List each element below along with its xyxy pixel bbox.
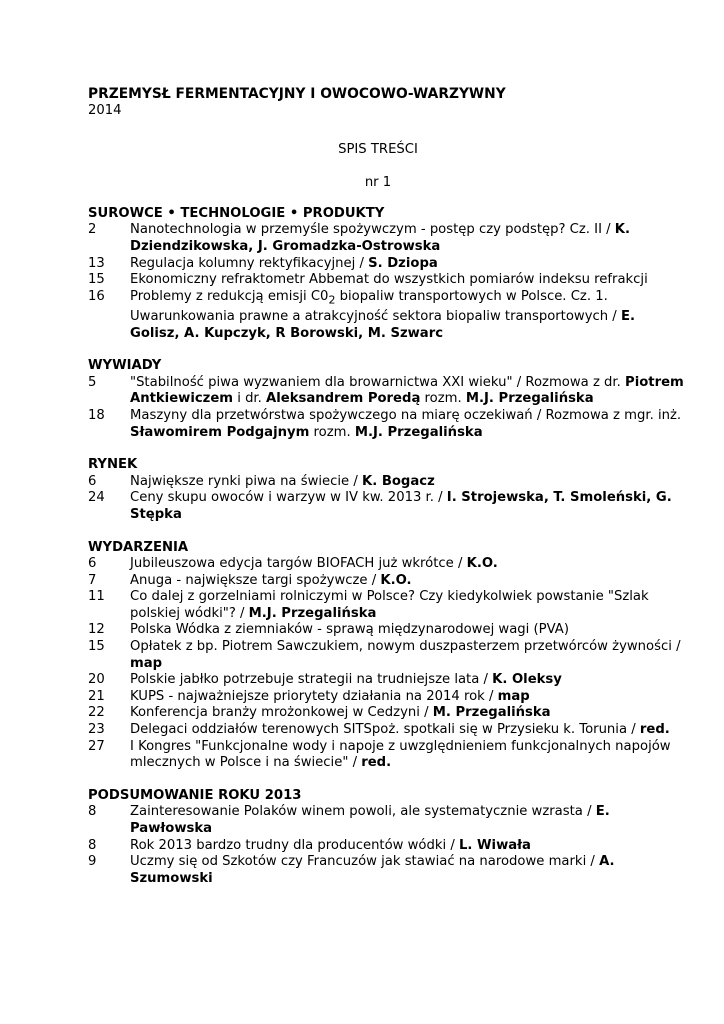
entry-authors: K. Bogacz	[362, 473, 435, 489]
page-number: 2	[88, 222, 97, 238]
entry-connector: i dr.	[233, 391, 267, 407]
entry-title: Zainteresowanie Polaków winem powoli, ale systematycznie wzrasta /	[130, 804, 596, 820]
page-number: 24	[88, 490, 105, 506]
entry-title: Największe rynki piwa na świecie /	[130, 473, 362, 489]
entry-title-cont: biopaliw transportowych w Polsce. Cz. 1. Uwarunkowania prawne a atrakcyjność sektora biopaliw transportowych /	[130, 288, 621, 324]
entry-title: Co dalej z gorzelniami rolniczymi w Polsce? Czy kiedykolwiek powstanie "Szlak polskiej wódki"? /	[130, 589, 649, 621]
section-title: PODSUMOWANIE ROKU 2013	[88, 787, 302, 803]
entry-text	[130, 804, 688, 837]
page-number: 27	[88, 738, 105, 754]
entry-text	[130, 689, 688, 706]
entry-text	[130, 722, 688, 739]
entry-authors: K. Dziendzikowska, J. Gromadzka-Ostrowska	[130, 222, 631, 254]
entry-title: Opłatek z bp. Piotrem Sawczukiem, nowym duszpasterzem przetwórców żywności /	[130, 639, 681, 655]
entry-title: "Stabilność piwa wyzwaniem dla browarnictwa XXI wieku" / Rozmowa z dr.	[130, 374, 626, 390]
entry-authors: L. Wiwała	[459, 837, 531, 853]
entry-authors: K. Oleksy	[492, 672, 562, 688]
interviewee-name: Aleksandrem Poredą	[266, 391, 421, 407]
entry-title: Polska Wódka z ziemniaków - sprawą międzynarodowej wagi (PVA)	[130, 622, 569, 638]
entry-text	[130, 672, 688, 689]
list-item	[88, 622, 688, 639]
page-title: PRZEMYSŁ FERMENTACYJNY I OWOCOWO-WARZYWNY	[88, 86, 506, 102]
entry-authors: S. Dziopa	[368, 255, 438, 271]
list-item	[88, 589, 688, 622]
entry-text	[130, 408, 688, 441]
entry-text	[130, 838, 688, 855]
list-item	[88, 705, 688, 722]
interviewee-name: Piotrem Antkiewiczem	[130, 374, 684, 407]
entry-text	[130, 854, 688, 887]
list-item	[88, 722, 688, 739]
section-title: RYNEK	[88, 457, 138, 473]
entry-title: Problemy z redukcją emisji C0	[130, 288, 329, 304]
entry-authors: M.J. Przegalińska	[354, 424, 483, 440]
page-number: 11	[88, 589, 105, 605]
list-item	[88, 639, 688, 672]
entry-authors: E. Pawłowska	[130, 804, 610, 837]
entry-text	[130, 474, 688, 491]
page-number: 8	[88, 837, 97, 853]
document-page	[88, 86, 688, 887]
page-number: 22	[88, 705, 105, 721]
list-item	[88, 573, 688, 590]
entry-title: Nanotechnologia w przemyśle spożywczym - postęp czy podstęp? Cz. II /	[130, 222, 615, 238]
entry-text	[130, 589, 688, 622]
entry-authors: M.J. Przegalińska	[465, 391, 594, 407]
entry-text	[130, 272, 688, 289]
page-number: 18	[88, 407, 105, 423]
entry-title: Rok 2013 bardzo trudny dla producentów wódki /	[130, 837, 459, 853]
list-item	[88, 689, 688, 706]
list-item	[88, 490, 688, 523]
entry-title: KUPS - najważniejsze priorytety działania na 2014 rok /	[130, 688, 498, 704]
entry-text	[130, 622, 688, 639]
list-item	[88, 556, 688, 573]
entry-title: Regulacja kolumny rektyfikacyjnej /	[130, 255, 369, 271]
entry-text	[130, 639, 688, 672]
entry-text	[130, 556, 688, 573]
entry-title: Anuga - największe targi spożywcze /	[130, 572, 381, 588]
section-surowce	[88, 206, 688, 342]
list-item	[88, 272, 688, 289]
entry-title: Ekonomiczny refraktometr Abbemat do wszystkich pomiarów indeksu refrakcji	[130, 272, 648, 288]
list-item	[88, 408, 688, 441]
entry-title: Maszyny dla przetwórstwa spożywczego na miarę oczekiwań / Rozmowa z mgr. inż.	[130, 407, 682, 423]
entry-authors: A. Szumowski	[130, 854, 615, 886]
page-number: 21	[88, 688, 105, 704]
list-item	[88, 739, 688, 772]
section-podsumowanie	[88, 788, 688, 888]
entry-authors: K.O.	[380, 572, 412, 588]
list-item	[88, 804, 688, 837]
page-number: 13	[88, 255, 105, 271]
entry-text	[130, 490, 688, 523]
page-number: 15	[88, 639, 105, 655]
page-number: 20	[88, 672, 105, 688]
entry-text	[130, 289, 688, 342]
entry-title: Delegaci oddziałów terenowych SITSpoż. spotkali się w Przysieku k. Torunia /	[130, 722, 640, 738]
entry-connector: rozm.	[420, 391, 466, 407]
list-item	[88, 838, 688, 855]
list-item	[88, 854, 688, 887]
issue-number: nr 1	[364, 175, 392, 191]
entry-text	[130, 375, 688, 408]
page-number: 23	[88, 722, 105, 738]
entry-authors: red.	[361, 755, 392, 771]
interviewee-name: Sławomirem Podgajnym	[130, 424, 310, 440]
entry-text	[130, 705, 688, 722]
page-number: 16	[88, 288, 105, 304]
toc-label: SPIS TREŚCI	[338, 141, 418, 157]
entry-text	[130, 739, 688, 772]
entry-authors: map	[130, 655, 163, 671]
section-title: WYDARZENIA	[88, 539, 189, 555]
entry-title: Konferencja branży mrożonkowej w Cedzyni /	[130, 705, 433, 721]
section-wydarzenia	[88, 540, 688, 772]
list-item	[88, 375, 688, 408]
entry-title: Ceny skupu owoców i warzyw w IV kw. 2013 r. /	[130, 490, 447, 506]
entry-authors: map	[497, 688, 530, 704]
entry-authors: M. Przegalińska	[432, 705, 551, 721]
entry-text	[130, 222, 688, 255]
entry-authors: E. Golisz, A. Kupczyk, R Borowski, M. Szwarc	[130, 308, 635, 341]
year: 2014	[88, 103, 122, 118]
page-number: 6	[88, 473, 97, 489]
entry-authors: M.J. Przegalińska	[248, 605, 377, 621]
entry-title: Polskie jabłko potrzebuje strategii na trudniejsze lata /	[130, 672, 493, 688]
entry-authors: I. Strojewska, T. Smoleński, G. Stępka	[130, 490, 672, 522]
list-item	[88, 672, 688, 689]
page-number: 15	[88, 272, 105, 288]
entry-connector: rozm.	[309, 424, 355, 440]
entry-title: Uczmy się od Szkotów czy Francuzów jak stawiać na narodowe marki /	[130, 854, 600, 870]
section-rynek	[88, 457, 688, 523]
entry-title: Jubileuszowa edycja targów BIOFACH już wkrótce /	[130, 556, 467, 572]
section-wywiady	[88, 358, 688, 441]
list-item	[88, 289, 688, 342]
page-number: 8	[88, 804, 97, 820]
entry-text	[130, 573, 688, 590]
page-number: 9	[88, 854, 97, 870]
list-item	[88, 256, 688, 273]
entry-authors: red.	[639, 722, 670, 738]
list-item	[88, 474, 688, 491]
page-number: 12	[88, 622, 105, 638]
page-number: 6	[88, 556, 97, 572]
section-title: SUROWCE • TECHNOLOGIE • PRODUKTY	[88, 205, 385, 221]
list-item	[88, 222, 688, 255]
subscript: 2	[328, 293, 336, 307]
entry-title: I Kongres "Funkcjonalne wody i napoje z uwzględnieniem funkcjonalnych napojów mlecznych w Polsce i na świecie" /	[130, 738, 671, 771]
entry-text	[130, 256, 688, 273]
entry-authors: K.O.	[466, 556, 498, 572]
section-title: WYWIADY	[88, 358, 162, 374]
page-number: 5	[88, 374, 97, 390]
page-number: 7	[88, 572, 97, 588]
